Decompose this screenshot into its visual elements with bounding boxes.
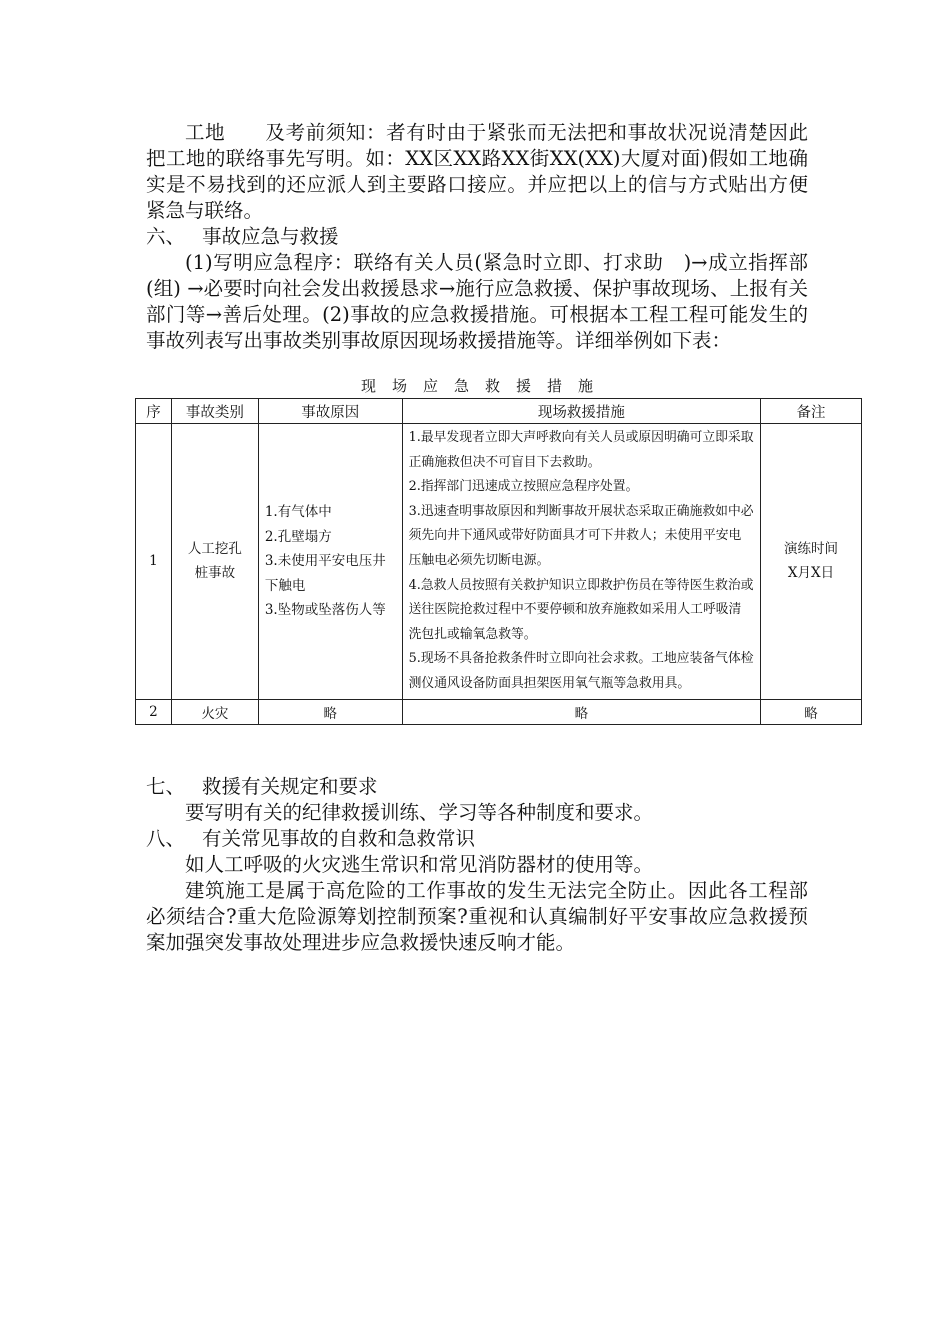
table-title-char: 场 (391, 377, 407, 395)
header-no: 序 (136, 399, 172, 424)
cause-item: 2.孔壁塌方 (264, 528, 332, 545)
table-title-char: 救 (485, 377, 501, 395)
row-2-cause: 略 (258, 699, 402, 724)
row-1-causes (258, 424, 402, 700)
table-row (136, 424, 862, 700)
measure-item: 5.现场不具备抢救条件时立即向社会求救。工地应装备气体检测仪通风设备防面具担架医用氧气瓶等急救用具。 (408, 651, 754, 691)
section-6-number: 六、 (146, 225, 186, 248)
section-8-heading (146, 826, 808, 852)
row-2-category: 火灾 (171, 699, 258, 724)
section-6-paragraph: (1)写明应急程序：联络有关人员(紧急时立即、打求助 )→成立指挥部(组) →必要时向社会发出救援恳求→施行应急救援、保护事故现场、上报有关部门等→善后处理。(2)事故的应急救援措施。可根据本工程工程可能发生的事故列表写出事故类别事故原因现场救援措施等。详细举例如下表： (146, 251, 808, 352)
table-title-char: 施 (578, 377, 594, 395)
section-7-heading (146, 774, 808, 800)
note-line: 演练时间 (784, 541, 839, 558)
row-1-measures (402, 424, 760, 700)
intro-paragraph: 工地 及考前须知：者有时由于紧张而无法把和事故状况说清楚因此把工地的联络事先写明。如：XX区XX路XX街XX(XX)大厦对面)假如工地确实是不易找到的还应派人到主要路口接应。并应把以上的信与方式贴出方便紧急与联络。 (146, 121, 808, 222)
emergency-measures-table (135, 398, 862, 725)
row-2-no: 2 (136, 699, 172, 724)
section-8-number: 八、 (146, 827, 186, 850)
section-6-title: 事故应急与救援 (202, 225, 339, 248)
row-1-note (761, 424, 862, 700)
header-category: 事故类别 (171, 399, 258, 424)
table-title-char: 措 (547, 377, 563, 395)
category-line: 桩事故 (194, 565, 236, 582)
conclusion-paragraph: 建筑施工是属于高危险的工作事故的发生无法完全防止。因此各工程部必须结合?重大危险源筹划控制预案?重视和认真编制好平安事故应急救援预案加强突发事故处理进步应急救援快速反响才能。 (146, 879, 808, 954)
header-cause: 事故原因 (258, 399, 402, 424)
table-title-char: 援 (516, 377, 532, 395)
measure-item: 4.急救人员按照有关救护知识立即救护伤员在等待医生救治或送往医院抢救过程中不要停顿和放弃施救如采用人工呼吸清洗包扎或输氧急救等。 (408, 577, 754, 642)
table-header-row (136, 399, 862, 424)
section-8-paragraph: 如人工呼吸的火灾逃生常识和常见消防器材的使用等。 (185, 853, 654, 876)
section-7-title: 救援有关规定和要求 (202, 775, 378, 798)
table-title-char: 现 (360, 377, 376, 395)
header-note: 备注 (761, 399, 862, 424)
measure-item: 2.指挥部门迅速成立按照应急程序处置。 (408, 479, 639, 495)
table-row (136, 699, 862, 724)
document-bottom (146, 774, 808, 956)
cause-item: 1.有气体中 (264, 504, 332, 521)
row-1-no: 1 (136, 424, 172, 700)
section-7-paragraph: 要写明有关的纪律救援训练、学习等各种制度和要求。 (185, 801, 654, 824)
cause-item: 3.坠物或坠落伤人等 (264, 602, 386, 619)
cause-item: 3.未使用平安电压井下触电 (264, 553, 386, 594)
measure-item: 1.最早发现者立即大声呼救向有关人员或原因明确可立即采取正确施救但决不可盲目下去救助。 (408, 430, 754, 470)
measure-item: 3.迅速查明事故原因和判断事故开展状态采取正确施救如中必须先向井下通风或带好防面具才可下井救人；未使用平安电压触电必须先切断电源。 (408, 503, 754, 568)
row-2-note: 略 (761, 699, 862, 724)
row-1-category (171, 424, 258, 700)
document-top (146, 120, 808, 354)
table-title (146, 376, 808, 396)
section-6-heading (146, 224, 808, 250)
table-title-char: 急 (453, 377, 469, 395)
table-title-char: 应 (422, 377, 438, 395)
section-8-title: 有关常见事故的自救和急救常识 (202, 827, 476, 850)
header-measures: 现场救援措施 (402, 399, 760, 424)
note-line: X月X日 (787, 565, 835, 582)
section-7-number: 七、 (146, 775, 186, 798)
row-2-measure: 略 (402, 699, 760, 724)
category-line: 人工挖孔 (187, 541, 242, 558)
